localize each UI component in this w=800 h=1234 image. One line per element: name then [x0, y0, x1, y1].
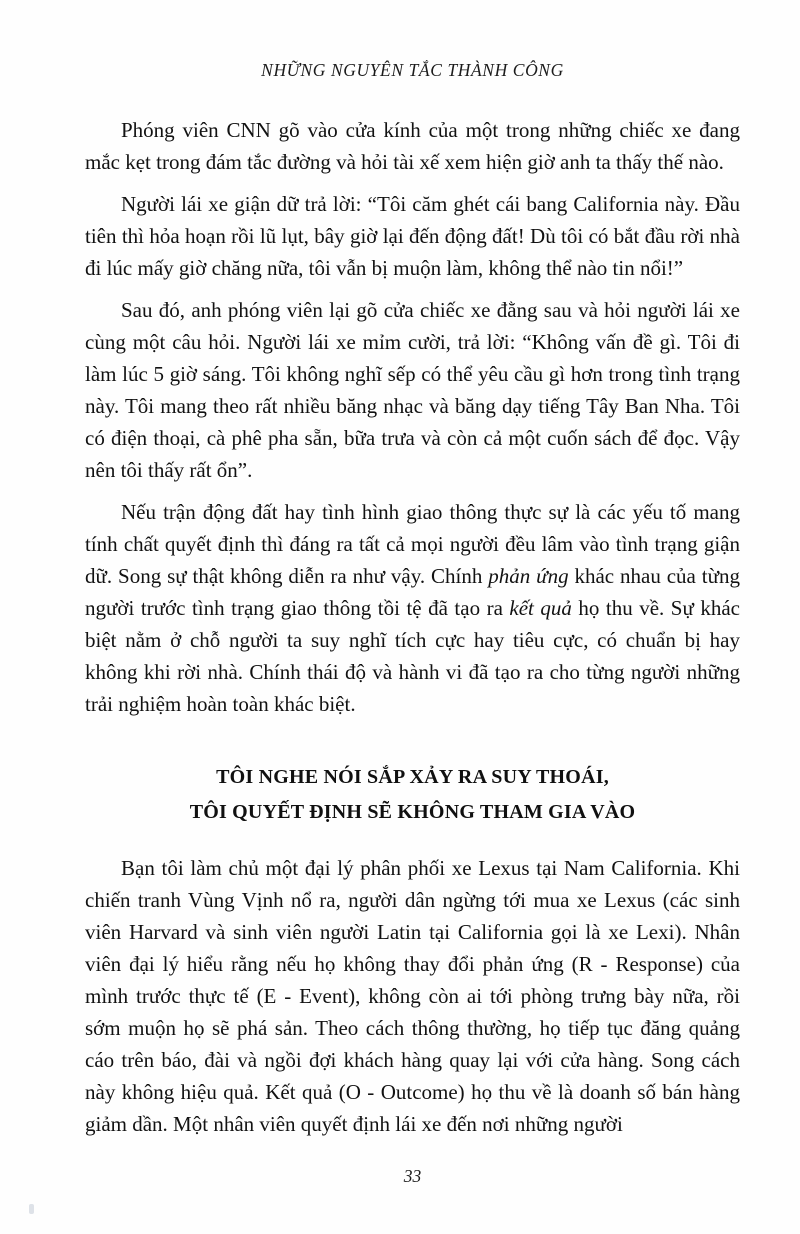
- section-heading-line2: TÔI QUYẾT ĐỊNH SẼ KHÔNG THAM GIA VÀO: [189, 801, 636, 823]
- paragraph-2: Người lái xe giận dữ trả lời: “Tôi căm ghét cái bang California này. Đầu tiên thì hỏa hoạn rồi lũ lụt, bây giờ lại đến động đất! Dù tôi có bắt đầu rời nhà đi lúc mấy giờ chăng nữa, tôi vẫn bị muộn làm, không thể nào tin nổi!”: [85, 192, 740, 280]
- paragraph-3: Sau đó, anh phóng viên lại gõ cửa chiếc xe đằng sau và hỏi người lái xe cùng một câu hỏi. Người lái xe mỉm cười, trả lời: “Không vấn đề gì. Tôi đi làm lúc 5 giờ sáng. Tôi không nghĩ sếp có thể yêu cầu gì hơn trong tình trạng này. Tôi mang theo rất nhiều băng nhạc và băng dạy tiếng Tây Ban Nha. Tôi có điện thoại, cà phê pha sẵn, bữa trưa và còn cả một cuốn sách để đọc. Vậy nên tôi thấy rất ổn”.: [85, 298, 740, 482]
- section-heading-line1: TÔI NGHE NÓI SẮP XẢY RA SUY THOÁI,: [216, 766, 609, 788]
- scan-artifact: [29, 1204, 34, 1214]
- paragraph-4: [85, 496, 740, 720]
- section-heading: [85, 760, 740, 830]
- emphasis-phan-ung: phản ứng: [488, 564, 569, 588]
- paragraph-4-text: Nếu trận động đất hay tình hình giao thông thực sự là các yếu tố mang tính chất quyết định thì đáng ra tất cả mọi người đều lâm vào tình trạng giận dữ. Song sự thật không diễn ra như vậy. Chính: [85, 500, 740, 588]
- paragraph-4-text: họ thu về. Sự khác biệt nằm ở chỗ người ta suy nghĩ tích cực hay tiêu cực, có chuẩn bị hay không khi rời nhà. Chính thái độ và hành vi đã tạo ra cho từng người những trải nghiệm hoàn toàn khác biệt.: [85, 596, 740, 716]
- paragraph-4-text: khác nhau của từng người trước tình trạng giao thông tồi tệ đã tạo ra: [85, 564, 740, 620]
- emphasis-ket-qua: kết quả: [509, 596, 572, 620]
- page-number: 33: [403, 1166, 422, 1186]
- paragraph-5: Bạn tôi làm chủ một đại lý phân phối xe Lexus tại Nam California. Khi chiến tranh Vùng Vịnh nổ ra, người dân ngừng tới mua xe Lexus (các sinh viên Harvard và sinh viên người Latin tại California gọi là xe Lexi). Nhân viên đại lý hiểu rằng nếu họ không thay đổi phản ứng (R - Response) của mình trước thực tế (E - Event), không còn ai tới phòng trưng bày nữa, rồi sớm muộn họ sẽ phá sản. Theo cách thông thường, họ tiếp tục đăng quảng cáo trên báo, đài và ngồi đợi khách hàng quay lại với cửa hàng. Song cách này không hiệu quả. Kết quả (O - Outcome) họ thu về là doanh số bán hàng giảm dần. Một nhân viên quyết định lái xe đến nơi những người: [85, 856, 740, 1136]
- paragraph-1: Phóng viên CNN gõ vào cửa kính của một trong những chiếc xe đang mắc kẹt trong đám tắc đường và hỏi tài xế xem hiện giờ anh ta thấy thế nào.: [85, 118, 740, 174]
- running-header: NHỮNG NGUYÊN TẮC THÀNH CÔNG: [261, 60, 564, 80]
- page-body: [85, 114, 740, 1150]
